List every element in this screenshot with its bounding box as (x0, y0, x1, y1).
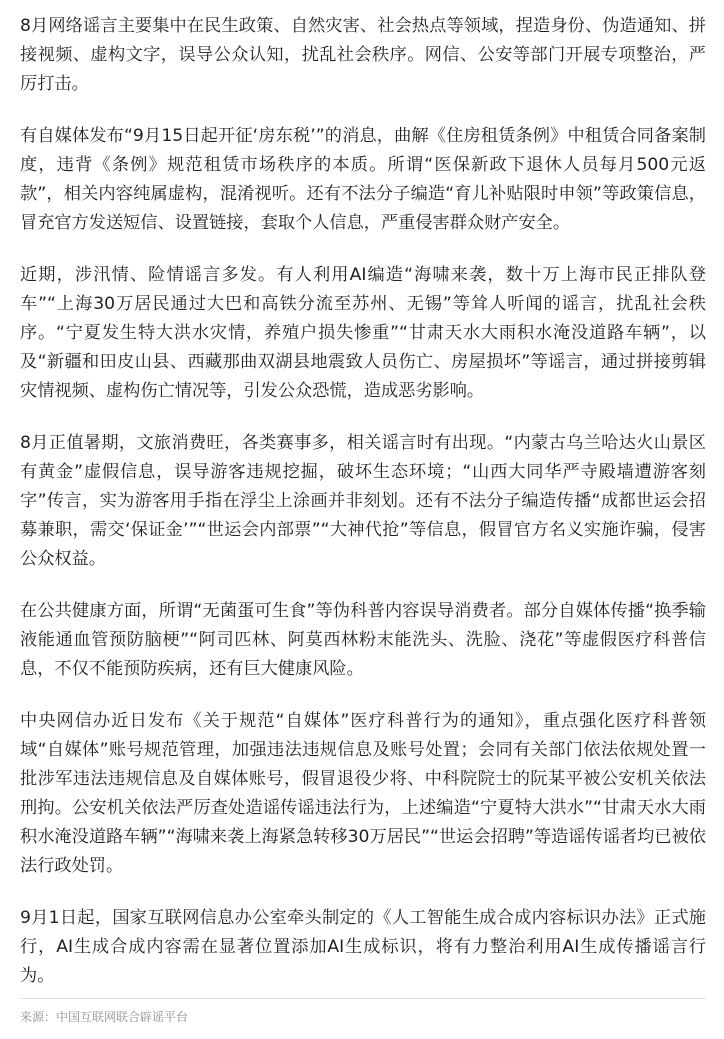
source-label: 来源：中国互联网联合辟谣平台 (20, 1010, 189, 1024)
paragraph-intro: 8月网络谣言主要集中在民生政策、自然灾害、社会热点等领域，捏造身份、伪造通知、拼接视频、虚构文字，误导公众认知，扰乱社会秩序。网信、公安等部门开展专项整治，严厉打击。 (20, 16, 706, 94)
paragraph-tourism-rumors: 8月正值暑期，文旅消费旺，各类赛事多，相关谣言时有出现。“内蒙古乌兰哈达火山景区有黄金”虚假信息，误导游客违规挖掘，破坏生态环境；“山西大同华严寺殿墙遭游客刻字”传言，实为游客用手指在浮尘上涂画并非刻划。还有不法分子编造传播“成都世运会招募兼职，需交‘保证金’”“世运会内部票”“大神代抢”等信息，假冒官方名义实施诈骗，侵害公众权益。 (20, 433, 706, 569)
paragraph-health-rumors: 在公共健康方面，所谓“无菌蛋可生食”等伪科普内容误导消费者。部分自媒体传播“换季输液能通血管预防脑梗”“阿司匹林、阿莫西林粉末能洗头、洗脸、浇花”等虚假医疗科普信息，不仅不能预防疾病，还有巨大健康风险。 (20, 601, 706, 679)
paragraph-ai-labeling: 9月1日起，国家互联网信息办公室牵头制定的《人工智能生成合成内容标识办法》正式施行，AI生成合成内容需在显著位置添加AI生成标识，将有力整治利用AI生成传播谣言行为。 (20, 908, 706, 986)
paragraph-policy-rumors: 有自媒体发布“9月15日起开征‘房东税’”的消息，曲解《住房租赁条例》中租赁合同备案制度，违背《条例》规范租赁市场秩序的本质。所谓“医保新政下退休人员每月500元返款”，相关内容纯属虚构，混淆视听。还有不法分子编造“育儿补贴限时申领”等政策信息，冒充官方发送短信、设置链接，套取个人信息，严重侵害群众财产安全。 (20, 126, 706, 233)
footer-divider (20, 998, 706, 999)
paragraph-disaster-rumors: 近期，涉汛情、险情谣言多发。有人利用AI编造“海啸来袭，数十万上海市民正排队登车”“上海30万居民通过大巴和高铁分流至苏州、无锡”等耸人听闻的谣言，扰乱社会秩序。“宁夏发生特大洪水灾情，养殖户损失惨重”“甘肃天水大雨积水淹没道路车辆”，以及“新疆和田皮山县、西藏那曲双湖县地震致人员伤亡、房屋损坏”等谣言，通过拼接剪辑灾情视频、虚构伤亡情况等，引发公众恐慌，造成恶劣影响。 (20, 265, 706, 401)
paragraph-enforcement: 中央网信办近日发布《关于规范“自媒体”医疗科普行为的通知》，重点强化医疗科普领域“自媒体”账号规范管理，加强违法违规信息及账号处置；会同有关部门依法依规处置一批涉军违法违规信息及自媒体账号，假冒退役少将、中科院院士的阮某平被公安机关依法刑拘。公安机关依法严厉查处造谣传谣违法行为，上述编造“宁夏特大洪水”“甘肃天水大雨积水淹没道路车辆”“海啸来袭上海紧急转移30万居民”“世运会招聘”等造谣传谣者均已被依法行政处罚。 (20, 711, 706, 876)
